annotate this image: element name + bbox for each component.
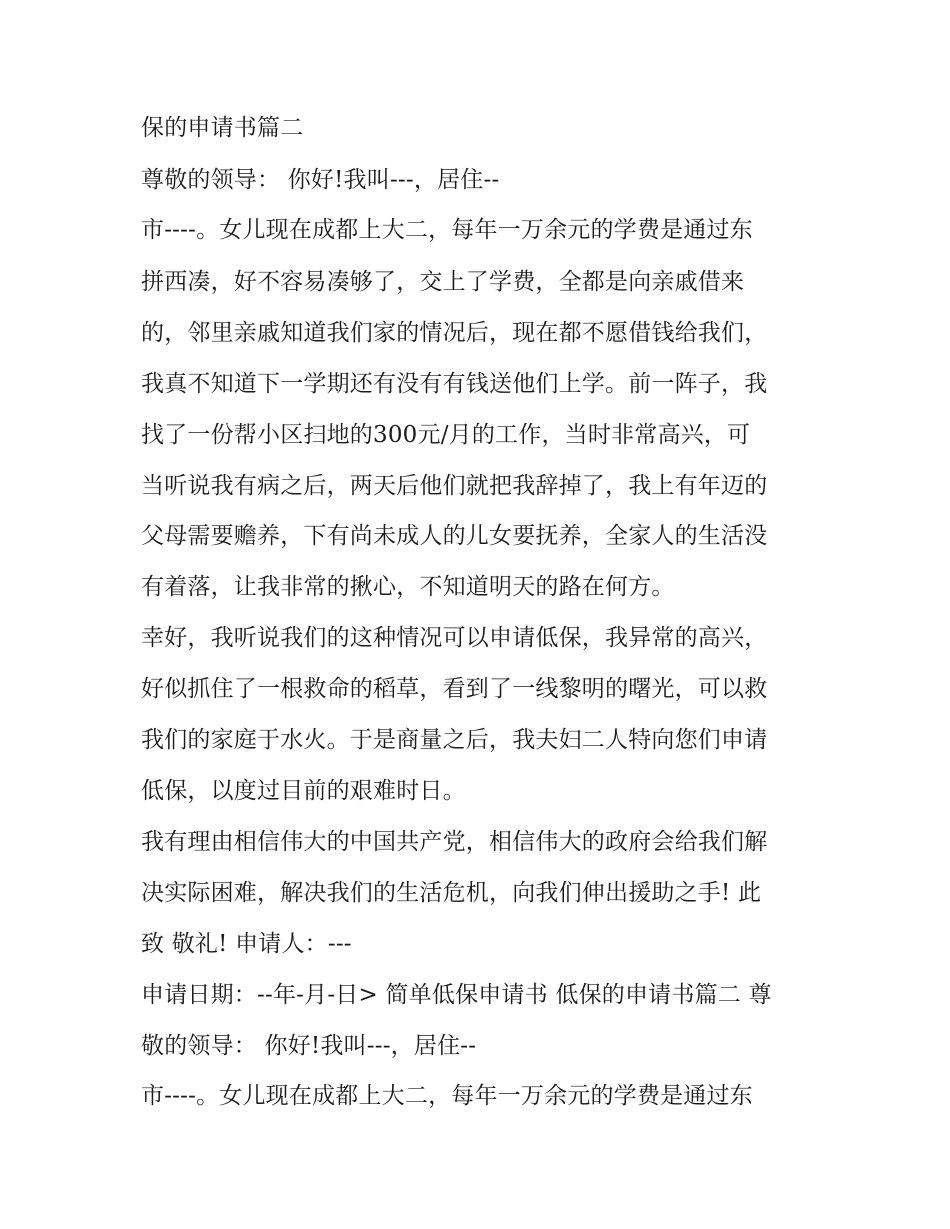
text-line-3: 市----。女儿现在成都上大二，每年一万余元的学费是通过东 bbox=[141, 217, 753, 243]
text-line-5: 的，邻里亲戚知道我们家的情况后，现在都不愿借钱给我们， bbox=[141, 320, 768, 346]
text-line-4: 拼西凑，好不容易凑够了，交上了学费，全都是向亲戚借来 bbox=[141, 269, 745, 295]
text-line-11: 幸好，我听说我们的这种情况可以申请低保，我异常的高兴， bbox=[141, 625, 768, 651]
text-line-10: 有着落，让我非常的揪心，不知道明天的路在何方。 bbox=[141, 574, 675, 600]
text-line-1: 保的申请书篇二 bbox=[141, 115, 304, 141]
text-line-13: 我们的家庭于水火。于是商量之后，我夫妇二人特向您们申请 bbox=[141, 727, 768, 753]
text-line-9: 父母需要赡养，下有尚未成人的儿女要抚养，全家人的生活没 bbox=[141, 523, 768, 549]
text-line-19: 敬的领导： 你好!我叫---，居住-- bbox=[141, 1033, 477, 1059]
text-line-18: 申请日期：--年-月-日> 简单低保申请书 低保的申请书篇二 尊 bbox=[141, 982, 772, 1008]
text-line-17: 致 敬礼! 申请人：--- bbox=[141, 931, 352, 957]
text-line-12: 好似抓住了一根救命的稻草，看到了一线黎明的曙光，可以救 bbox=[141, 676, 768, 702]
text-line-6: 我真不知道下一学期还有没有有钱送他们上学。前一阵子，我 bbox=[141, 371, 768, 397]
text-line-2: 尊敬的领导： 你好!我叫---，居住-- bbox=[141, 167, 500, 193]
text-line-20: 市----。女儿现在成都上大二，每年一万余元的学费是通过东 bbox=[141, 1083, 753, 1109]
text-line-16: 决实际困难，解决我们的生活危机，向我们伸出援助之手! 此 bbox=[141, 880, 762, 906]
text-line-7: 找了一份帮小区扫地的300元/月的工作，当时非常高兴，可 bbox=[141, 422, 751, 448]
text-line-8: 当听说我有病之后，两天后他们就把我辞掉了，我上有年迈的 bbox=[141, 473, 768, 499]
text-line-14: 低保，以度过目前的艰难时日。 bbox=[141, 778, 466, 804]
text-line-15: 我有理由相信伟大的中国共产党，相信伟大的政府会给我们解 bbox=[141, 829, 768, 855]
